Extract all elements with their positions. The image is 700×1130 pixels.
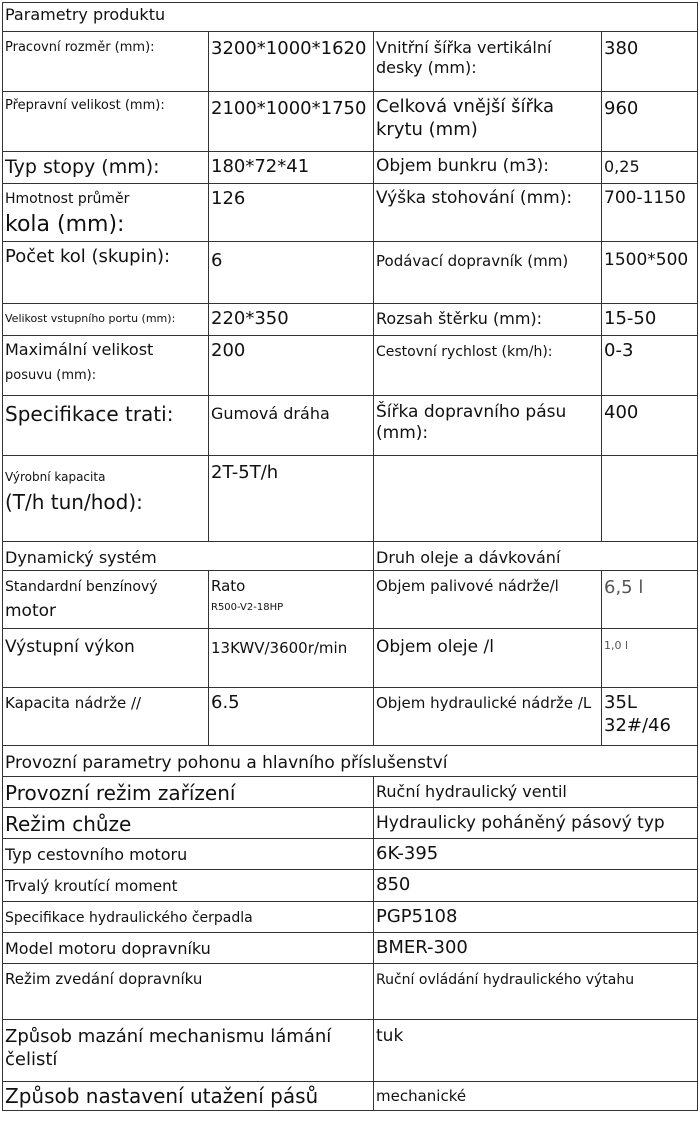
param-value: 0,25: [602, 152, 698, 184]
drive-value: 850: [374, 870, 698, 902]
drive-label: Způsob nastavení utažení pásů: [3, 1082, 374, 1111]
param-label: Velikost vstupního portu (mm):: [3, 304, 209, 336]
param-label: Objem bunkru (m3):: [374, 152, 602, 184]
param-label-line-2: motor: [5, 600, 57, 621]
param-label: Šířka dopravního pásu (mm):: [374, 396, 602, 456]
param-label-line-1: Výrobní kapacita: [5, 470, 106, 484]
table-row: [3, 964, 698, 1020]
param-value: 126: [209, 184, 374, 242]
param-value: 400: [602, 396, 698, 456]
param-value: 6: [209, 242, 374, 304]
section-header-row: [3, 3, 698, 32]
param-label-line-1: Standardní benzínový: [5, 579, 158, 595]
param-value: 960: [602, 92, 698, 152]
param-label: [3, 336, 209, 396]
table-row: [3, 933, 698, 964]
param-value: 380: [602, 32, 698, 92]
param-label: Vnitřní šířka vertikální desky (mm):: [374, 32, 602, 92]
table-row: [3, 688, 698, 746]
table-row: [3, 32, 698, 92]
table-row: [3, 777, 698, 808]
drive-value: Hydraulicky poháněný pásový typ: [374, 808, 698, 839]
drive-value: BMER-300: [374, 933, 698, 964]
param-value: 180*72*41: [209, 152, 374, 184]
param-value: 200: [209, 336, 374, 396]
param-label: Specifikace trati:: [3, 396, 209, 456]
param-value-line-1: Rato: [211, 577, 246, 595]
param-value: Gumová dráha: [209, 396, 374, 456]
param-label: Pracovní rozměr (mm):: [3, 32, 209, 92]
table-row: [3, 304, 698, 336]
drive-value: tuk: [374, 1020, 698, 1082]
param-label: Typ stopy (mm):: [3, 152, 209, 184]
table-row: [3, 456, 698, 542]
param-label: Počet kol (skupin):: [3, 242, 209, 304]
param-value: 2100*1000*1750: [209, 92, 374, 152]
param-value: 6.5: [209, 688, 374, 746]
drive-label: Model motoru dopravníku: [3, 933, 374, 964]
param-value-line-2: 32#/46: [604, 714, 671, 736]
param-value: 2T-5T/h: [209, 456, 374, 542]
table-row: [3, 396, 698, 456]
drive-value: 6K-395: [374, 839, 698, 870]
param-label-empty: [374, 456, 602, 542]
param-label: Objem oleje /l: [374, 629, 602, 688]
section-title-drive: Provozní parametry pohonu a hlavního příslušenství: [3, 746, 698, 777]
param-value: 1,0 l: [602, 629, 698, 688]
drive-label: Provozní režim zařízení: [3, 777, 374, 808]
param-value-line-1: 35L: [604, 692, 637, 713]
table-row: [3, 152, 698, 184]
param-value: 700-1150: [602, 184, 698, 242]
param-label: Celková vnější šířka krytu (mm): [374, 92, 602, 152]
param-label: Podávací dopravník (mm): [374, 242, 602, 304]
drive-label: Režim zvedání dopravníku: [3, 964, 374, 1020]
param-label: Objem palivové nádrže/l: [374, 571, 602, 629]
param-value: [209, 571, 374, 629]
param-label: Cestovní rychlost (km/h):: [374, 336, 602, 396]
section-title-dynamic: Dynamický systém: [3, 542, 374, 571]
section-title-product: Parametry produktu: [3, 3, 698, 32]
table-row: [3, 92, 698, 152]
drive-label: Režim chůze: [3, 808, 374, 839]
param-label: [3, 184, 209, 242]
table-row: [3, 1020, 698, 1082]
table-row: [3, 571, 698, 629]
param-value: 220*350: [209, 304, 374, 336]
table-row: [3, 808, 698, 839]
section-header-row: [3, 542, 698, 571]
section-header-row: [3, 746, 698, 777]
param-value: 1500*500: [602, 242, 698, 304]
drive-label: Způsob mazání mechanismu lámání čelistí: [3, 1020, 374, 1082]
param-value-empty: [602, 456, 698, 542]
param-value: 15-50: [602, 304, 698, 336]
drive-label: Specifikace hydraulického čerpadla: [3, 902, 374, 933]
section-title-oil: Druh oleje a dávkování: [374, 542, 698, 571]
table-row: [3, 242, 698, 304]
param-label-line-2: kola (mm):: [5, 211, 125, 237]
param-label: Přepravní velikost (mm):: [3, 92, 209, 152]
drive-label: Trvalý kroutící moment: [3, 870, 374, 902]
param-label: [3, 571, 209, 629]
param-value: 13KWV/3600r/min: [209, 629, 374, 688]
table-row: [3, 184, 698, 242]
param-label-line-2: posuvu (mm):: [5, 368, 97, 383]
drive-value: mechanické: [374, 1082, 698, 1111]
param-label: Výstupní výkon: [3, 629, 209, 688]
param-value: 0-3: [602, 336, 698, 396]
spec-table: [2, 2, 698, 1111]
param-label: [3, 456, 209, 542]
param-label: Rozsah štěrku (mm):: [374, 304, 602, 336]
table-row: [3, 1082, 698, 1111]
drive-value: Ruční hydraulický ventil: [374, 777, 698, 808]
table-row: [3, 839, 698, 870]
drive-label: Typ cestovního motoru: [3, 839, 374, 870]
param-value-line-2: R500-V2-18HP: [211, 602, 284, 613]
table-row: [3, 902, 698, 933]
param-label-line-1: Maximální velikost: [5, 340, 154, 359]
param-value: 6,5 l: [602, 571, 698, 629]
param-label: Kapacita nádrže //: [3, 688, 209, 746]
param-label-line-2: (T/h tun/hod):: [5, 490, 143, 514]
param-value: 3200*1000*1620: [209, 32, 374, 92]
drive-value: PGP5108: [374, 902, 698, 933]
drive-value: Ruční ovládání hydraulického výtahu: [374, 964, 698, 1020]
param-label: Objem hydraulické nádrže /L: [374, 688, 602, 746]
param-value: [602, 688, 698, 746]
table-row: [3, 336, 698, 396]
table-row: [3, 629, 698, 688]
param-label: Výška stohování (mm):: [374, 184, 602, 242]
table-row: [3, 870, 698, 902]
param-label-line-1: Hmotnost průměr: [5, 191, 130, 207]
